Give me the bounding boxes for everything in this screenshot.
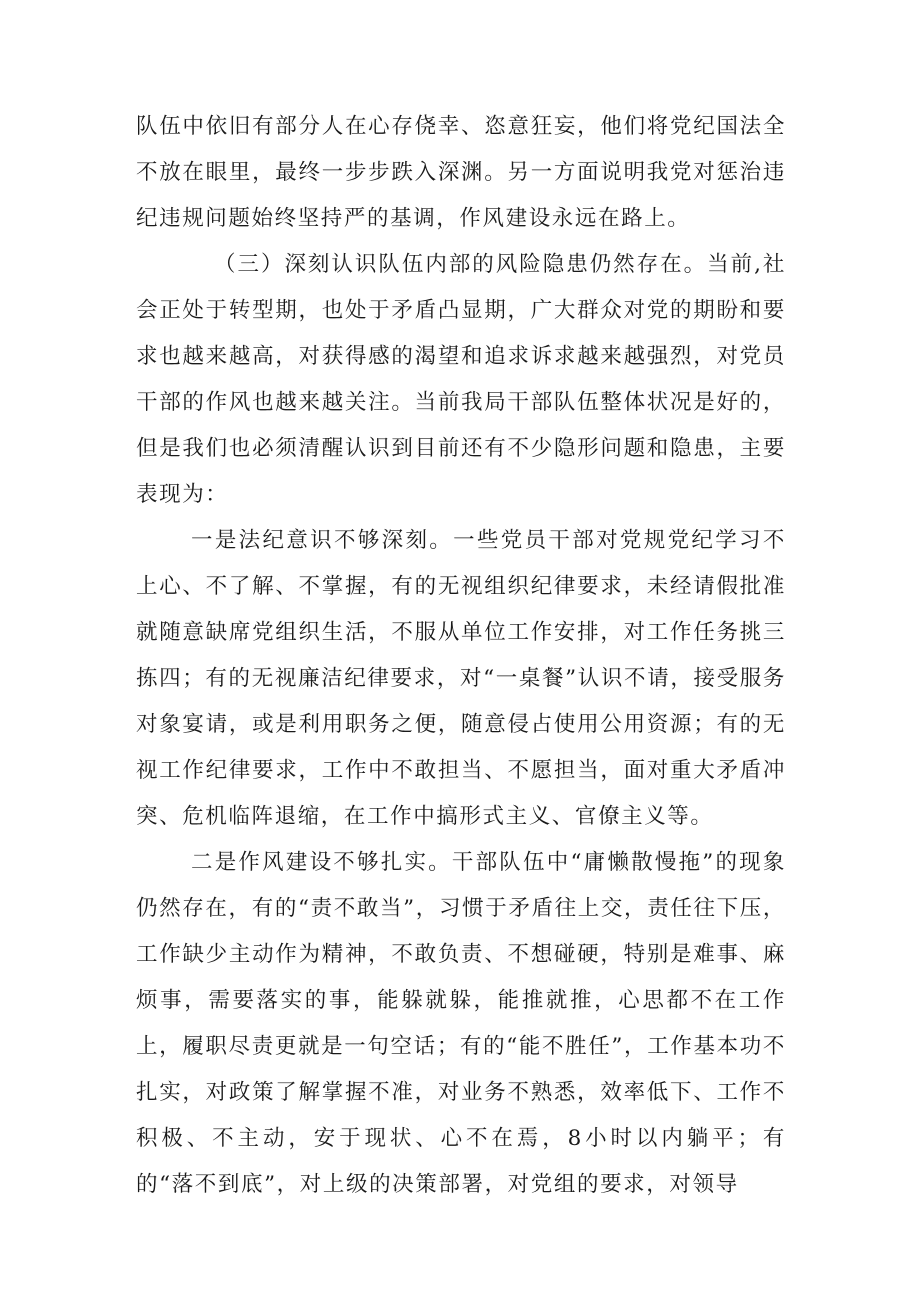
paragraph-point-one: 一是法纪意识不够深刻。一些党员干部对党规党纪学习不上心、不了解、不掌握，有的无视组织纪律要求，未经请假批准就随意缺席党组织生活，不服从单位工作安排，对工作任务挑三拣四；有的无视廉洁纪律要求，对“一桌餐”认识不请，接受服务对象宴请，或是利用职务之便，随意侵占使用公用资源；有的无视工作纪律要求，工作中不敢担当、不愿担当，面对重大矛盾冲突、危机临阵退缩，在工作中搞形式主义、官僚主义等。 bbox=[136, 528, 786, 829]
document-body bbox=[136, 104, 786, 1208]
paragraph-section-three: （三）深刻认识队伍内部的风险隐患仍然存在。当前,社会正处于转型期，也处于矛盾凸显期，广大群众对党的期盼和要求也越来越高，对获得感的渴望和追求诉求越来越强烈，对党员干部的作风也越来越关注。当前我局干部队伍整体状况是好的，但是我们也必须清醒认识到目前还有不少隐形问题和隐患，主要表现为： bbox=[136, 252, 786, 507]
paragraph-continuation: 队伍中依旧有部分人在心存侥幸、恣意狂妄，他们将党纪国法全不放在眼里，最终一步步跌入深渊。另一方面说明我党对惩治违纪违规问题始终坚持严的基调，作风建设永远在路上。 bbox=[136, 114, 786, 231]
paragraph-point-two: 二是作风建设不够扎实。干部队伍中“庸懒散慢拖”的现象仍然存在，有的“责不敢当”，习惯于矛盾往上交，责任往下压，工作缺少主动作为精神，不敢负责、不想碰硬，特别是难事、麻烦事，需要落实的事，能躲就躲，能推就推，心思都不在工作上，履职尽责更就是一句空话；有的“能不胜任”，工作基本功不扎实，对政策了解掌握不准，对业务不熟悉，效率低下、工作不积极、不主动，安于现状、心不在焉，8小时以内躺平；有的“落不到底”，对上级的决策部署，对党组的要求，对领导 bbox=[136, 850, 786, 1197]
